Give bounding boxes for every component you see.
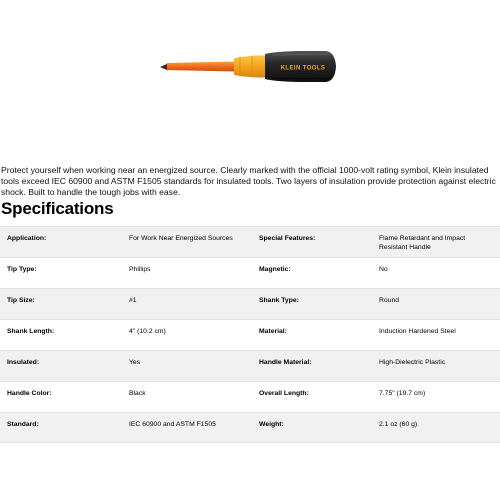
table-row xyxy=(0,319,500,350)
spec-value: Induction Hardened Steel xyxy=(379,328,456,335)
spec-value: Phillips xyxy=(129,266,151,273)
spec-value: 7.75" (19.7 cm) xyxy=(379,390,426,397)
specifications-table xyxy=(0,226,500,443)
spec-label: Special Features: xyxy=(259,235,316,242)
spec-value: For Work Near Energized Sources xyxy=(129,235,233,242)
spec-label: Shank Type: xyxy=(259,297,299,304)
spec-label: Application: xyxy=(7,235,47,242)
spec-value: Yes xyxy=(129,359,141,366)
spec-value: IEC 60900 and ASTM F1505 xyxy=(129,421,216,428)
specifications-heading: Specifications xyxy=(1,199,114,218)
table-row xyxy=(0,226,500,257)
spec-label: Tip Size: xyxy=(7,297,35,304)
brand-logo: KLEIN TOOLS xyxy=(280,65,326,72)
table-row xyxy=(0,412,500,443)
spec-label: Handle Color: xyxy=(7,390,52,397)
spec-value: 2.1 oz (60 g) xyxy=(379,421,418,428)
spec-value: No xyxy=(379,266,388,273)
spec-value: Flame Retardant and Impact Resistant Handle xyxy=(379,235,466,251)
screwdriver-collar xyxy=(234,55,266,77)
spec-value: High-Dielectric Plastic xyxy=(379,359,446,366)
spec-label: Weight: xyxy=(259,421,284,428)
spec-value: Black xyxy=(129,390,146,397)
spec-label: Material: xyxy=(259,328,287,335)
spec-label: Handle Material: xyxy=(259,359,312,366)
screwdriver-image xyxy=(0,0,500,160)
spec-label: Standard: xyxy=(7,421,39,428)
screwdriver-tip xyxy=(160,64,168,71)
spec-label: Insulated: xyxy=(7,359,40,366)
spec-label: Shank Length: xyxy=(7,328,55,335)
spec-value: #1 xyxy=(129,297,137,304)
spec-label: Tip Type: xyxy=(7,266,37,273)
product-hero xyxy=(0,0,500,160)
product-description: Protect yourself when working near an energized source. Clearly marked with the official 1000-volt rating symbol, Klein insulated tools exceed IEC 60900 and ASTM F1505 standards for insulated tools. Two layers of insulation provide protection against electric shock. Built to handle the tough jobs with ease. xyxy=(1,165,496,197)
table-row xyxy=(0,350,500,381)
table-row xyxy=(0,257,500,288)
spec-label: Magnetic: xyxy=(259,266,291,273)
screwdriver-shaft xyxy=(167,62,235,72)
spec-label: Overall Length: xyxy=(259,390,309,397)
table-row xyxy=(0,288,500,319)
spec-value: Round xyxy=(379,297,400,304)
spec-value: 4" (10.2 cm) xyxy=(129,328,166,335)
table-row xyxy=(0,381,500,412)
